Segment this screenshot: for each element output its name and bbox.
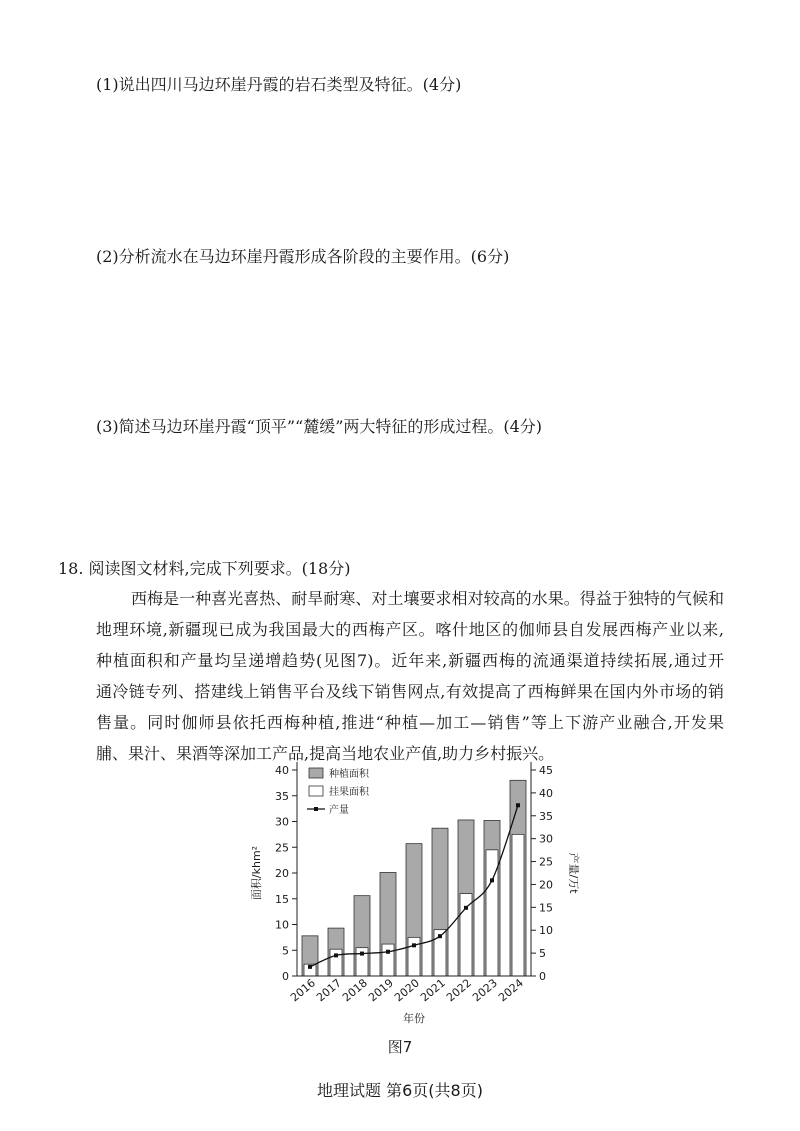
x-tick-label: 2024 bbox=[496, 976, 526, 1005]
question-18-heading: 18. 阅读图文材料,完成下列要求。(18分) bbox=[58, 559, 351, 578]
x-axis-title: 年份 bbox=[403, 1012, 425, 1025]
y2-axis-title: 产量/万t bbox=[567, 852, 580, 894]
fruiting-area-bar bbox=[512, 834, 524, 976]
left-tick-label: 0 bbox=[282, 970, 289, 983]
left-tick-label: 25 bbox=[275, 841, 289, 855]
passage-line: 售量。同时伽师县依托西梅种植,推进“种植—加工—销售”等上下游产业融合,开发果 bbox=[96, 713, 724, 732]
passage-line: 通冷链专列、搭建线上销售平台及线下销售网点,有效提高了西梅鲜果在国内外市场的销 bbox=[96, 682, 724, 701]
right-tick-label: 40 bbox=[539, 786, 553, 800]
x-tick-label: 2017 bbox=[314, 976, 344, 1005]
legend-marker-production bbox=[314, 807, 318, 811]
passage-line: 脯、果汁、果酒等深加工产品,提高当地农业产值,助力乡村振兴。 bbox=[96, 744, 555, 763]
production-point bbox=[386, 950, 390, 954]
x-tick-label: 2021 bbox=[418, 976, 448, 1005]
production-point bbox=[308, 965, 312, 969]
production-point bbox=[334, 953, 338, 957]
left-tick-label: 5 bbox=[282, 944, 289, 958]
right-tick-label: 25 bbox=[539, 855, 553, 869]
passage-line: 地理环境,新疆现已成为我国最大的西梅产区。喀什地区的伽师县自发展西梅产业以来, bbox=[96, 620, 724, 639]
question-2: (2)分析流水在马边环崖丹霞形成各阶段的主要作用。(6分) bbox=[96, 247, 510, 266]
right-tick-label: 30 bbox=[539, 832, 553, 846]
production-point bbox=[464, 906, 468, 910]
right-tick-label: 20 bbox=[539, 878, 553, 892]
production-point bbox=[438, 934, 442, 938]
fruiting-area-bar bbox=[382, 944, 394, 976]
question-18-passage bbox=[96, 583, 724, 769]
x-tick-label: 2023 bbox=[470, 976, 500, 1005]
left-tick-label: 40 bbox=[275, 764, 289, 777]
left-tick-label: 20 bbox=[275, 867, 289, 880]
production-point bbox=[490, 878, 494, 882]
question-1: (1)说出四川马边环崖丹霞的岩石类型及特征。(4分) bbox=[96, 75, 462, 94]
figure-caption: 图7 bbox=[387, 1038, 413, 1056]
x-tick-label: 2022 bbox=[444, 976, 474, 1005]
figure-7-chart bbox=[240, 756, 580, 1031]
production-point bbox=[360, 952, 364, 956]
page-footer: 地理试题 第6页(共8页) bbox=[317, 1081, 483, 1100]
fruiting-area-bar bbox=[486, 850, 498, 976]
x-tick-label: 2016 bbox=[288, 976, 318, 1005]
right-tick-label: 35 bbox=[539, 809, 553, 823]
right-tick-label: 10 bbox=[539, 924, 553, 938]
legend-label-planting: 种植面积 bbox=[329, 769, 369, 780]
right-tick-label: 0 bbox=[539, 970, 546, 983]
legend-swatch-planting bbox=[309, 768, 323, 778]
production-point bbox=[516, 803, 520, 807]
legend-swatch-fruiting bbox=[309, 786, 323, 796]
left-tick-label: 30 bbox=[275, 815, 289, 829]
question-3: (3)简述马边环崖丹霞“顶平”“麓缓”两大特征的形成过程。(4分) bbox=[96, 417, 543, 436]
legend-label-production: 产量 bbox=[329, 805, 349, 816]
left-tick-label: 15 bbox=[275, 892, 289, 906]
x-tick-label: 2019 bbox=[366, 976, 396, 1005]
fruiting-area-bar bbox=[408, 937, 420, 976]
passage-line: 种植面积和产量均呈递增趋势(见图7)。近年来,新疆西梅的流通渠道持续拓展,通过开 bbox=[96, 651, 724, 670]
right-tick-label: 15 bbox=[539, 901, 553, 915]
y-axis-title: 面积/khm² bbox=[250, 845, 263, 901]
legend-label-fruiting: 挂果面积 bbox=[329, 787, 369, 798]
left-tick-label: 10 bbox=[275, 918, 289, 932]
right-tick-label: 45 bbox=[539, 764, 553, 777]
right-tick-label: 5 bbox=[539, 947, 546, 961]
passage-line: 西梅是一种喜光喜热、耐旱耐寒、对土壤要求相对较高的水果。得益于独特的气候和 bbox=[131, 589, 724, 608]
x-tick-label: 2018 bbox=[340, 976, 370, 1005]
production-point bbox=[412, 943, 416, 947]
left-tick-label: 35 bbox=[275, 789, 289, 803]
x-tick-label: 2020 bbox=[392, 976, 422, 1005]
fruiting-area-bar bbox=[330, 949, 342, 976]
